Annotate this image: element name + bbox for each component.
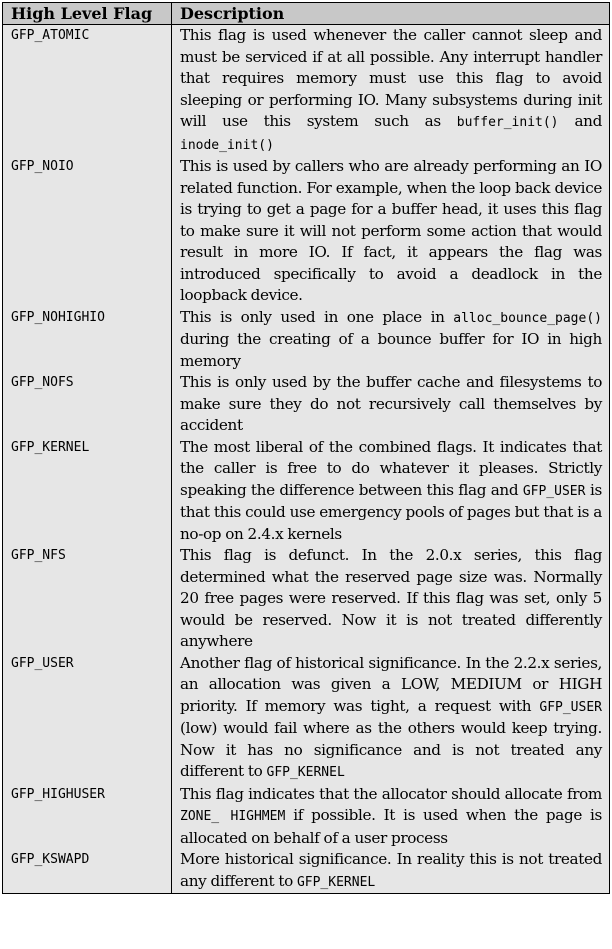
flag-description	[172, 849, 610, 894]
table-row	[3, 437, 610, 546]
flag-description	[172, 156, 610, 307]
flag-name: GFP_NOFS	[3, 372, 172, 437]
description-text: The most liberal of the combined flags. It indicates that the caller is free to do whatever it pleases. Strictly speaking the difference between this flag and	[180, 437, 602, 499]
description-text: and	[558, 112, 602, 130]
flag-description	[172, 653, 610, 784]
table-row	[3, 372, 610, 437]
header-high-level-flag: High Level Flag	[3, 3, 172, 25]
flag-name: GFP_KSWAPD	[3, 849, 172, 894]
flag-description	[172, 437, 610, 546]
flag-name: GFP_KERNEL	[3, 437, 172, 546]
header-description: Description	[172, 3, 610, 25]
header-row	[3, 3, 610, 25]
description-text: This is only used by the buffer cache and filesystems to make sure they do not recursively call themselves by accident	[180, 373, 602, 434]
code-identifier: inode_init()	[180, 137, 274, 153]
description-text: (low) would fail where as the others would keep trying. Now it has no significance and is not treated any different to	[180, 719, 602, 780]
description-text: This is used by callers who are already performing an IO related function. For example, when the loop back device is trying to get a page for a buffer head, it uses this flag to make sure it will not perform some action that would result in more IO. If fact, it appears the flag was introduced specifically to avoid a deadlock in the loopback device.	[180, 157, 602, 304]
flag-description	[172, 372, 610, 437]
table-body	[3, 25, 610, 894]
description-text: This flag is used whenever the caller cannot sleep and must be serviced if at all possible. Any interrupt handler that requires memory must use this flag to avoid sleeping or performing IO. Many subsystems during init will use this system such as	[180, 26, 602, 130]
table-row	[3, 307, 610, 373]
flag-name: GFP_NFS	[3, 545, 172, 653]
table-row	[3, 849, 610, 894]
flag-name: GFP_ATOMIC	[3, 25, 172, 157]
flag-name: GFP_NOHIGHIO	[3, 307, 172, 373]
code-identifier: GFP_KERNEL	[266, 765, 345, 780]
table-header	[3, 3, 610, 25]
flag-name: GFP_NOIO	[3, 156, 172, 307]
flag-description	[172, 25, 610, 157]
code-identifier: buffer_init()	[456, 115, 559, 130]
table-row	[3, 25, 610, 157]
description-text: More historical significance. In reality this is not treated any different to	[180, 850, 602, 890]
description-text: during the creating of a bounce buffer for IO in high memory	[180, 330, 602, 370]
code-identifier: GFP_KERNEL	[296, 874, 376, 890]
description-text: This flag is defunct. In the 2.0.x series, this flag determined what the reserved page size was. Normally 20 free pages were reserved. If this flag was set, only 5 would be reserved. Now it is not treated differently anywhere	[180, 546, 602, 650]
flag-description	[172, 784, 610, 850]
description-text: This is only used in one place in	[180, 307, 454, 326]
description-text: is that this could use emergency pools of pages but that is a no-op on 2.4.x kernels	[180, 480, 602, 543]
flag-name: GFP_USER	[3, 653, 172, 784]
description-text: Another flag of historical significance. In the 2.2.x series, an allocation was given a LOW, MEDIUM or HIGH priority. If memory was tight, a request with	[180, 653, 602, 715]
flag-name: GFP_HIGHUSER	[3, 784, 172, 850]
code-identifier: ZONE_ HIGHMEM	[180, 809, 286, 824]
table-row	[3, 156, 610, 307]
code-identifier: alloc_bounce_page()	[453, 310, 602, 326]
table-row	[3, 653, 610, 784]
table-row	[3, 784, 610, 850]
code-identifier: GFP_USER	[522, 483, 586, 499]
flag-description	[172, 545, 610, 653]
flag-description	[172, 307, 610, 373]
description-text: This flag indicates that the allocator should allocate from	[180, 784, 602, 803]
description-text: if possible. It is used when the page is allocated on behalf of a user process	[180, 806, 602, 847]
table-row	[3, 545, 610, 653]
gfp-flags-table	[2, 2, 610, 894]
code-identifier: GFP_USER	[539, 699, 602, 715]
